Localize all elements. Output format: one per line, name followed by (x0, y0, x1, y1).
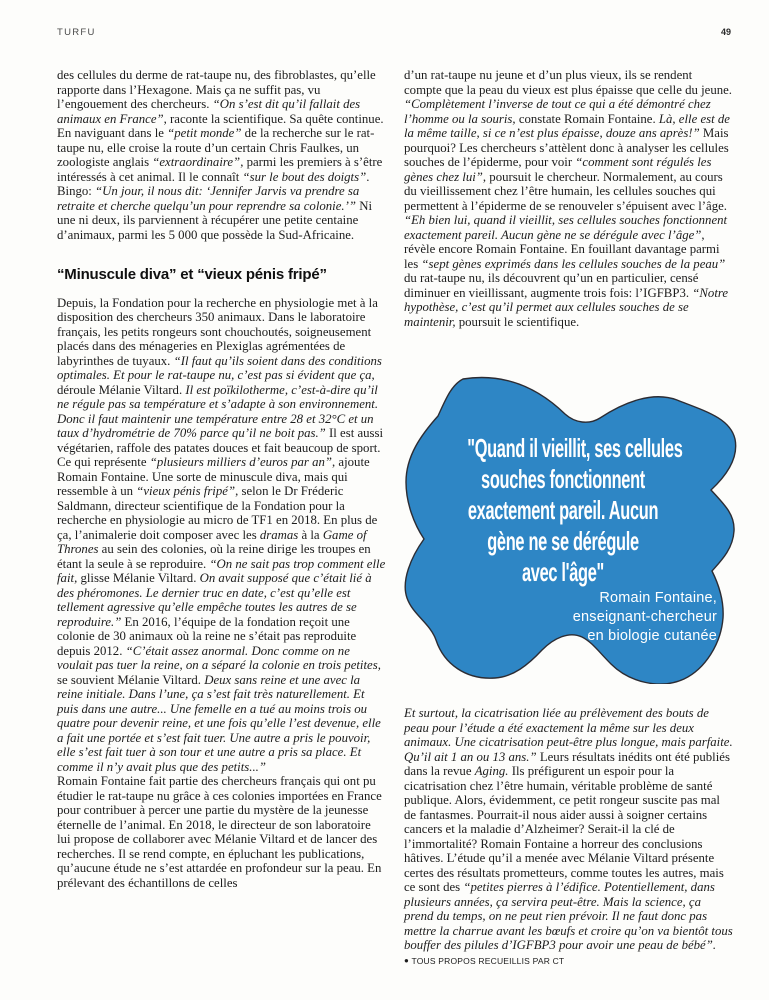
italic-text-run: “comment sont régulés les gènes chez lui” (404, 155, 712, 184)
italic-text-run: dramas (259, 527, 299, 542)
paragraph (57, 68, 386, 242)
text-run: glisse Mélanie Viltard. (80, 571, 200, 585)
italic-text-run: Il est poïkilotherme, c’est-à-dire qu’il ne régule pas sa température et s’adapte à son environnement. Donc il faut maintenir une température entre 28 et 32°C et un taux d’hydrométrie de 70% parce qu’il ne boit pas.” (57, 382, 379, 440)
italic-text-run: “plusieurs milliers d’euros par an” (149, 455, 333, 469)
brand-label: TURFU (57, 27, 96, 38)
text-run: , révèle encore Romain Fontaine. En fouillant davantage parmi les (404, 227, 720, 271)
quote-line: avec l'âge" (522, 557, 604, 587)
italic-text-run: “On s’est dit qu’il fallait des animaux en France” (57, 97, 361, 126)
text-run: de la recherche sur le rat-taupe nu, elle croise la route d’un certain Chris Faulkes, un zoologiste anglais (57, 126, 375, 169)
text-run: . Bingo: (57, 169, 370, 198)
text-run: Leurs résultats inédits ont été publiés dans la revue (404, 749, 730, 778)
text-run: d’un rat-taupe nu jeune et d’un plus vieux, ils se rendent compte que la peau du vieux est plus épaisse que celle du jeune. (404, 68, 732, 97)
italic-text-run: “On ne sait pas trop comment elle fait, (57, 556, 386, 585)
text-run: au sein des colonies, où la reine dirige les troupes en étant la seule à se reproduire. (57, 542, 371, 571)
quote-line: souches fonctionnent (481, 464, 645, 494)
text-run: Ils préfigurent un espoir pour la cicatrisation chez l’être humain, véritable problème de santé publique. Alors, évidemment, ce petit rongeur suscite pas mal de fantasmes. Pourrait-il nous aider aussi à soigner certains cancers et la maladie d’Alzheimer? Serait-il la clé de l’immortalité? Romain Fontaine a horreur des conclusions hâtives. L’étude qu’il a menée avec Mélanie Viltard présente certes des résultats prometteurs, comme toutes les autres, mais ce sont des (404, 764, 724, 894)
text-run: , selon le Dr Fréderic Saldmann, directeur scientifique de la Fondation pour la recherche en physiologie au micro de TF1 en 2018. En plus de ça, l’animalerie doit composer avec les (57, 484, 378, 542)
italic-text-run: “Eh bien lui, quand il vieillit, ses cellules souches fonctionnent exactement pareil. Aucun gène ne se dérégule avec l’âge” (404, 213, 728, 242)
paragraph (404, 68, 733, 329)
italic-text-run: Deux sans reine et une avec la reine initiale. Dans l’une, ça s’est fait très naturellement. Et puis dans une autre... Une femelle en a tué au moins trois ou quatre pour devenir reine, et une fois qu’elle l’est devenue, elle a fait une portée et s’est fait tuer. Une autre a pris le pouvoir, elle s’est fait tuer à son tour et une autre a pris sa place. Et comme il n’y avait plus que des petits...” (57, 672, 381, 774)
text-run: Mais pourquoi? Les chercheurs s’attèlent donc à analyser les cellules souches de l’épiderme, pour voir (404, 126, 729, 169)
quote-attribution (573, 589, 717, 646)
credit-text: TOUS PROPOS RECUEILLIS PAR CT (411, 955, 565, 966)
italic-text-run: Game of Thrones (57, 527, 367, 556)
attribution-line: en biologie cutanée (587, 628, 717, 644)
text-run: se souvient Mélanie Viltard. (57, 672, 205, 687)
text-run: , ajoute Romain Fontaine. Une sorte de minuscule diva, mais qui ressemble à un (57, 455, 370, 498)
paragraph (57, 774, 386, 890)
attribution-line: enseignant-chercheur (572, 609, 717, 625)
italic-text-run: “Il faut qu’ils soient dans des conditions optimales. Et pour le rat-taupe nu, c’est pas si évident que ça, (57, 353, 382, 382)
paragraph (404, 706, 733, 969)
paragraph-text (404, 706, 733, 952)
text-run: du rat-taupe nu, ils découvrent qu’un en particulier, censé diminuer en vieillissant, augmente trois fois: l’IGFBP3. (404, 271, 699, 300)
italic-text-run: “petites pierres à l’édifice. Potentiellement, dans plusieurs années, ça servira peut-être. Mais la science, ça prend du temps, on ne peut rien prévoir. Il ne faut donc pas mettre la charrue avant les bœufs et croire qu’on va bientôt tous bouffer des pilules d’IGFBP3 pour avoir une peau de bébé”. (404, 880, 733, 952)
quote-line: "Quand il vieillit, ses cellules (467, 433, 683, 463)
page-number: 49 (720, 27, 731, 37)
text-run: déroule Mélanie Viltard. (57, 382, 186, 397)
italic-text-run: “sur le bout des doigts” (242, 169, 367, 184)
italic-text-run: “Un jour, il nous dit: ‘Jennifer Jarvis va prendre sa retraite et cherche quelqu’un pour reprendre sa colonie.’” (57, 184, 360, 213)
article-column-left (57, 68, 386, 890)
italic-text-run: “petit monde” (167, 126, 242, 140)
text-run: Romain Fontaine fait partie des chercheurs français qui ont pu étudier le rat-taupe nu grâce à ces colonies importées en France pour contribuer à percer une partie du mystère de la jeunesse éternelle de l’animal. En 2018, le directeur de son laboratoire lui propose de collaborer avec Mélanie Viltard et de lancer des recherches. Il se rend compte, en épluchant les publications, qu’aucune étude ne s’est attardée en profondeur sur la peau. En prélevant des échantillons de celles (57, 774, 382, 890)
page-header (57, 27, 731, 38)
text-run: constate Romain Fontaine. (518, 111, 659, 126)
paragraph (57, 296, 386, 775)
text-run: des cellules du derme de rat-taupe nu, des fibroblastes, qu’elle rapporte dans l’Hexagone. Mais ça ne suffit pas, vu l’engouement des chercheurs. (57, 68, 376, 111)
attribution-line: Romain Fontaine, (599, 590, 717, 606)
italic-text-run: Aging. (474, 764, 509, 778)
italic-text-run: Et surtout, la cicatrisation liée au prélèvement des bouts de peau pour l’étude a été exactement la même sur les deux animaux. Une cicatrisation peut-être plus longue, mais parfaite. Qu’il ait 1 an ou 13 ans.” (404, 706, 733, 764)
pull-quote-blob (403, 376, 747, 684)
italic-text-run: “extraordinaire” (152, 155, 241, 169)
italic-text-run: “C’était assez anormal. Donc comme on ne voulait pas tuer la reine, on a séparé la colonie en trois petites, (57, 643, 381, 672)
bullet-icon: ● (404, 955, 410, 965)
section-heading: “Minuscule diva” et “vieux pénis fripé” (57, 266, 327, 283)
text-run: Ni une ni deux, ils parviennent à récupérer une petite centaine d’animaux, parmi les 5 000 que possède la Sud-Africaine. (57, 198, 372, 242)
italic-text-run: Là, elle est de la même taille, si ce n’est plus épaisse, douze ans après!” (404, 111, 730, 140)
text-run: , raconte la scientifique. Sa quête continue. En naviguant dans le (57, 111, 384, 140)
text-run: En 2016, l’équipe de la fondation reçoit une colonie de 30 animaux où la reine ne s’était pas reproduite depuis 2012. (57, 614, 357, 658)
italic-text-run: On avait supposé que c’était lié à des phéromones. Le dernier truc en date, c’est qu’elle est tellement agressive qu’elle empêche toutes les autres de se reproduire.” (57, 571, 372, 629)
italic-text-run: “sept gènes exprimés dans les cellules souches de la peau” (421, 256, 726, 271)
credit-line (404, 956, 564, 966)
italic-text-run: “Notre hypothèse, c’est qu’il permet aux cellules souches de se maintenir, (404, 285, 729, 329)
quote-line: exactement pareil. Aucun (467, 495, 659, 525)
italic-text-run: “vieux pénis fripé” (136, 484, 236, 498)
italic-text-run: “Complètement l’inverse de tout ce qui a été démontré chez l’homme ou la souris, (404, 97, 711, 126)
text-run: , poursuit le chercheur. Normalement, au cours du vieillissement chez l’être humain, les cellules souches qui permettent à l’épiderme de se renouveler s’épuisent avec l’âge. (404, 169, 727, 213)
text-run: poursuit le scientifique. (458, 314, 580, 329)
text-run: Il est aussi végétarien, raffole des patates douces et fait beaucoup de sport. Ce qui représente (57, 426, 384, 469)
text-run: à la (298, 527, 323, 542)
pull-quote-text (411, 433, 715, 588)
text-run: , parmi les premiers à s’être intéressés à cet animal. Il le connaît (57, 155, 383, 184)
text-run: Depuis, la Fondation pour la recherche en physiologie met à la disposition des chercheurs 350 animaux. Dans le laboratoire français, les petits rongeurs sont chouchoutés, soigneusement placés dans des ménageries en Plexiglas agrémentées de labyrinthes de tuyaux. (57, 295, 378, 368)
quote-line: gène ne se dérégule (487, 526, 639, 556)
